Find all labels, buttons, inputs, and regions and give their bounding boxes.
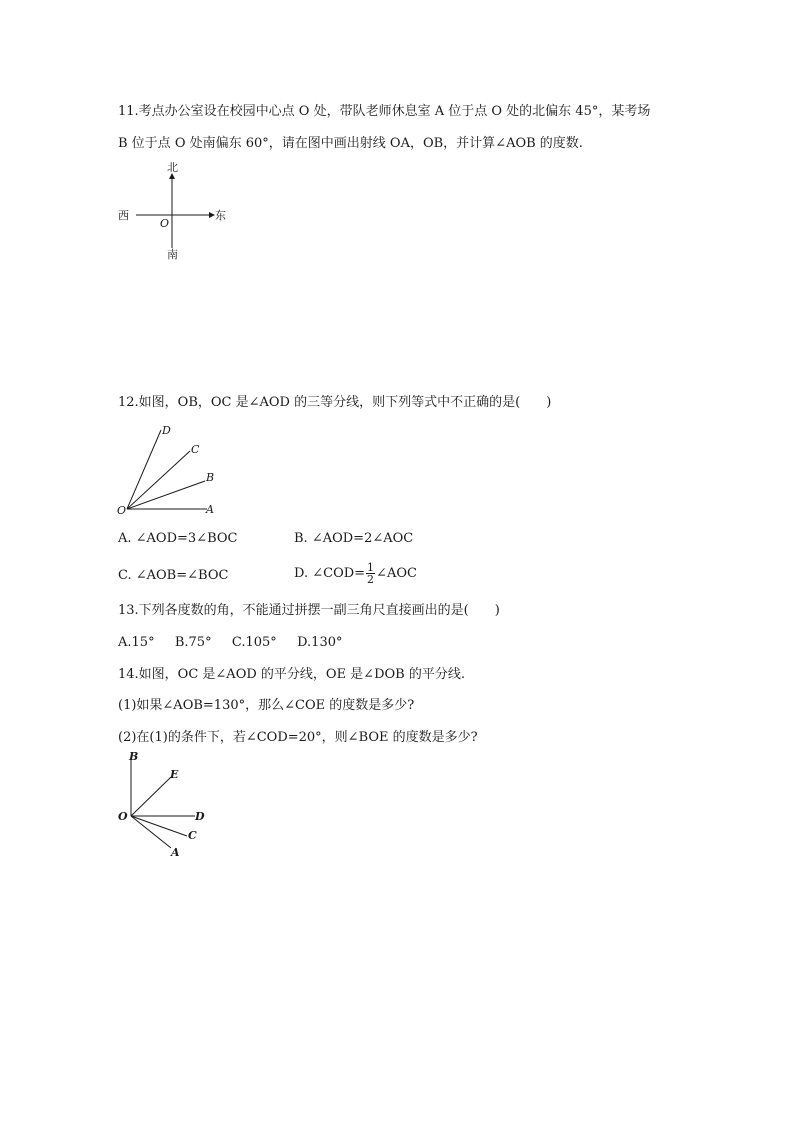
q12-option-b: B. ∠AOD=2∠AOC (294, 531, 414, 546)
label-a: A (206, 503, 214, 516)
label-a: A (171, 846, 180, 859)
label-c: C (191, 443, 200, 456)
label-east: 东 (215, 209, 226, 222)
label-west: 西 (118, 209, 129, 222)
ray-od (127, 430, 161, 509)
q13-option-b: B.75° (174, 635, 212, 650)
q12-option-a: A. ∠AOD=3∠BOC (118, 531, 238, 546)
q13-option-c: C.105° (231, 635, 277, 650)
q12-option-c: C. ∠AOB=∠BOC (118, 568, 229, 583)
q11-compass-diagram (112, 158, 242, 264)
q11-text-line2: B 位于点 O 处南偏东 60°，请在图中画出射线 OA，OB，并计算∠AOB 的度数. (118, 136, 583, 151)
q13-stem: 13.下列各度数的角，不能通过拼摆一副三角尺直接画出的是( ) (118, 603, 500, 618)
ray-oc (127, 451, 190, 509)
label-b: B (129, 750, 139, 763)
ray-ob (127, 481, 205, 509)
q12-option-d (294, 562, 417, 585)
label-c: C (188, 829, 197, 842)
label-e: E (170, 768, 179, 781)
ray-oe (131, 777, 171, 816)
q14-stem: 14.如图，OC 是∠AOD 的平分线，OE 是∠DOB 的平分线. (118, 667, 465, 682)
q12-option-d-suffix: ∠AOC (376, 566, 417, 581)
q11-text-line1: 11.考点办公室设在校园中心点 O 处，带队老师休息室 A 位于点 O 处的北偏东 45°，某考场 (118, 104, 651, 119)
q13-options (118, 634, 342, 652)
label-o: O (117, 504, 127, 517)
q13-option-d: D.130° (297, 635, 343, 650)
q13-option-a: A.15° (118, 635, 155, 650)
q14-angle-diagram (115, 750, 225, 860)
label-south: 南 (167, 248, 178, 261)
ray-oa (131, 816, 171, 848)
label-o: O (118, 810, 128, 823)
q14-part2: (2)在(1)的条件下，若∠COD=20°，则∠BOE 的度数是多少? (118, 730, 478, 745)
ray-oc (131, 816, 187, 836)
label-d: D (162, 424, 171, 437)
q12-stem: 12.如图，OB，OC 是∠AOD 的三等分线，则下列等式中不正确的是( ) (118, 395, 552, 410)
q12-option-d-prefix: D. ∠COD= (294, 566, 366, 581)
label-d: D (195, 810, 205, 823)
q14-part1: (1)如果∠AOB=130°，那么∠COE 的度数是多少? (118, 698, 415, 713)
q12-angle-diagram (115, 420, 225, 520)
label-origin: O (160, 217, 170, 230)
fraction-one-half: $\frac{1}{2}$ (367, 561, 375, 586)
label-b: B (206, 471, 215, 484)
label-north: 北 (167, 161, 178, 174)
